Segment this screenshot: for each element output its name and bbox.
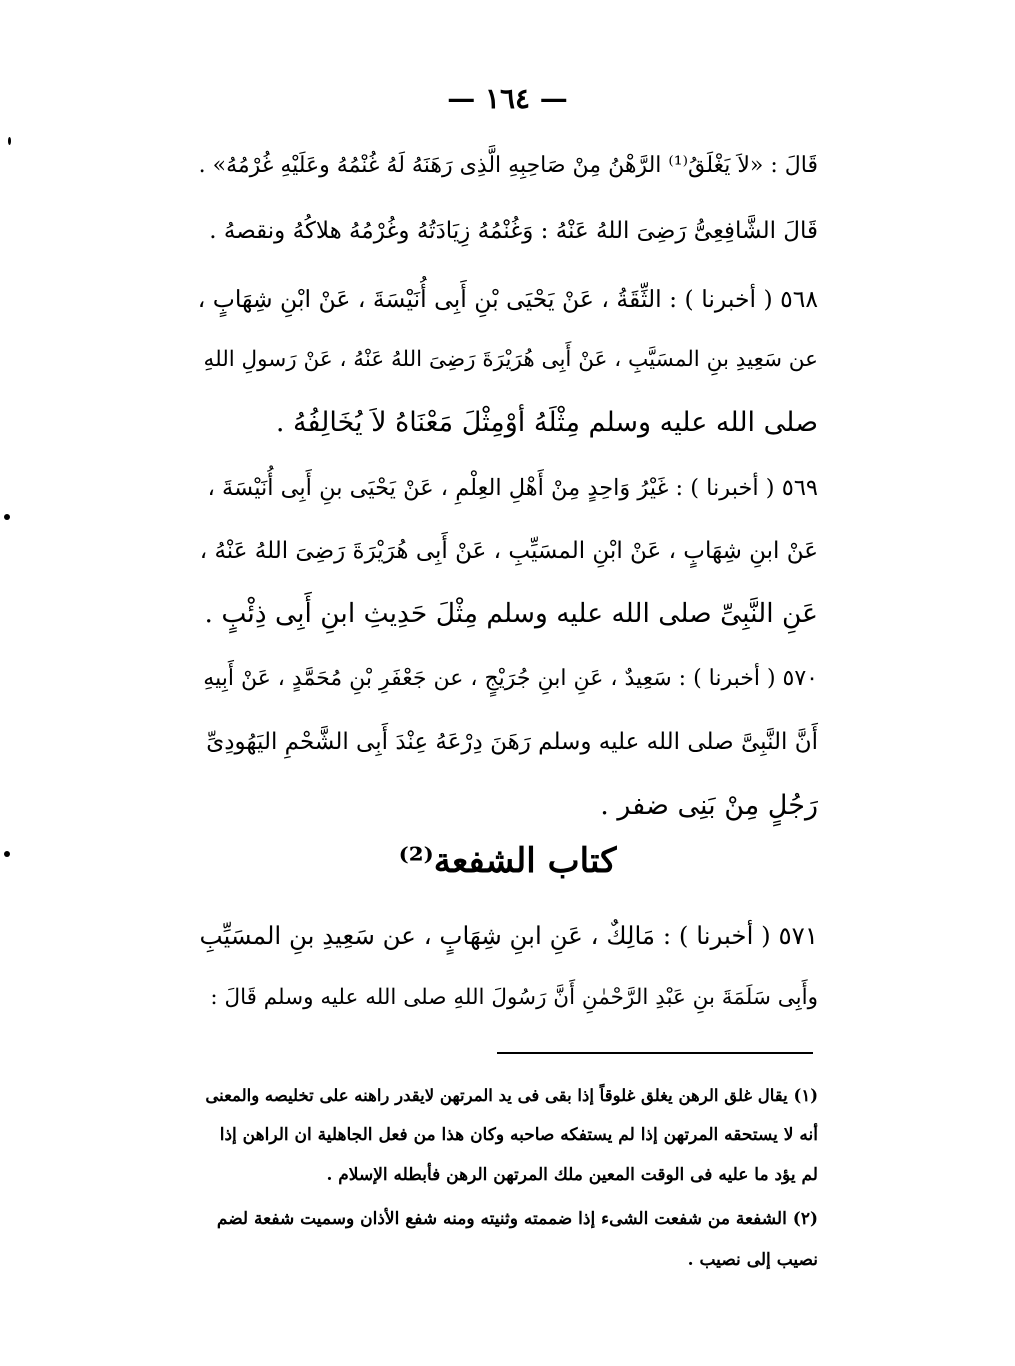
text-line: قَالَ الشَّافِعِىُّ رَضِىَ اللهُ عَنْهُ : وَغُنْمُهُ زِيَادَتُهُ وغُرْمُهُ هلاكُهُ ونقصهُ .	[209, 218, 818, 244]
text-line: صلى الله عليه وسلم مِثْلَهُ أوْمِثْلَ مَعْنَاهُ لاَ يُخَالِفُهُ .	[275, 407, 818, 438]
chapter-title: كتاب الشفعة⁽²⁾	[398, 841, 617, 881]
footnote-line: (١) يقال غلق الرهن يغلق غلوقاً إذا بقى فى يد المرتهن لايقدر راهنه على تخليصه والمعنى	[205, 1086, 818, 1105]
text-line: ٥٦٩ ( أخبرنا ) : غَيْرُ وَاحِدٍ مِنْ أَهْلِ العِلْمِ ، عَنْ يَحْيَى بنِ أَبِى أُنَيْسَةَ ،	[207, 475, 818, 501]
text-line: عَنْ ابنِ شِهَابٍ ، عَنْ ابْنِ المسَيِّبِ ، عَنْ أَبِى هُرَيْرَةَ رَضِىَ اللهُ عَنْهُ ،	[199, 538, 818, 564]
text-line: عَنِ النَّبِىِّ صلى الله عليه وسلم مِثْلَ حَدِيثِ ابنِ أَبِى ذِئْبٍ .	[204, 598, 818, 629]
footnote-line: نصيب إلى نصيب .	[687, 1250, 818, 1270]
text-line: رَجُلٍ مِنْ بَنِى ضفر .	[600, 790, 818, 821]
text-line: ٥٧١ ( أخبرنا ) : مَالِكٌ ، عَنِ ابنِ شِهَابٍ ، عن سَعِيدِ بنِ المسَيِّبِ	[199, 921, 818, 950]
text-line: ٥٧٠ ( أخبرنا ) : سَعِيدٌ ، عَنِ ابنِ جُرَيْجٍ ، عن جَعْفَرِ بْنِ مُحَمَّدٍ ، عَنْ أَبِيهِ	[203, 666, 818, 691]
footnote-line: (٢) الشفعة من شفعت الشىء إذا ضممته وثنيته ومنه شفع الأذان وسميت شفعة لضم	[216, 1209, 818, 1229]
text-line: أَنَّ النَّبِىَّ صلى الله عليه وسلم رَهَنَ دِرْعَهُ عِنْدَ أَبِى الشَّحْمِ اليَهُودِىِّ	[206, 729, 818, 755]
text-line: ٥٦٨ ( أخبرنا ) : الثِّقَةُ ، عَنْ يَحْيَى بْنِ أَبِى أُنَيْسَةَ ، عَنْ ابْنِ شِهَابٍ ،	[197, 285, 818, 313]
footnote-separator	[497, 1052, 813, 1054]
footnote-line: أنه لا يستحقه المرتهن إذا لم يستفكه صاحبه وكان هذا من فعل الجاهلية ان الراهن إذا	[219, 1125, 818, 1145]
page-number: — ١٦٤ —	[447, 82, 568, 115]
text-line: قَالَ : «لاَ يَغْلَقُ⁽¹⁾ الرَّهْنُ مِنْ صَاحِبِهِ الَّذِى رَهَنَهُ لَهُ غُنْمُهُ وعَلَيْهِ غُرْمُهُ» .	[198, 153, 818, 178]
margin-mark	[4, 514, 10, 520]
text-line: عن سَعِيدِ بنِ المسَيَّبِ ، عَنْ أَبِى هُرَيْرَةَ رَضِىَ اللهُ عَنْهُ ، عَنْ رَسولِ اللهِ	[203, 347, 818, 372]
footnote-line: لم يؤد ما عليه فى الوقت المعين ملك المرتهن الرهن فأبطله الإسلام .	[326, 1165, 818, 1185]
text-line: وأَبِى سَلَمَةَ بنِ عَبْدِ الرَّحْمٰنِ أَنَّ رَسُولَ اللهِ صلى الله عليه وسلم قَالَ :	[210, 985, 818, 1010]
margin-mark	[8, 137, 11, 145]
